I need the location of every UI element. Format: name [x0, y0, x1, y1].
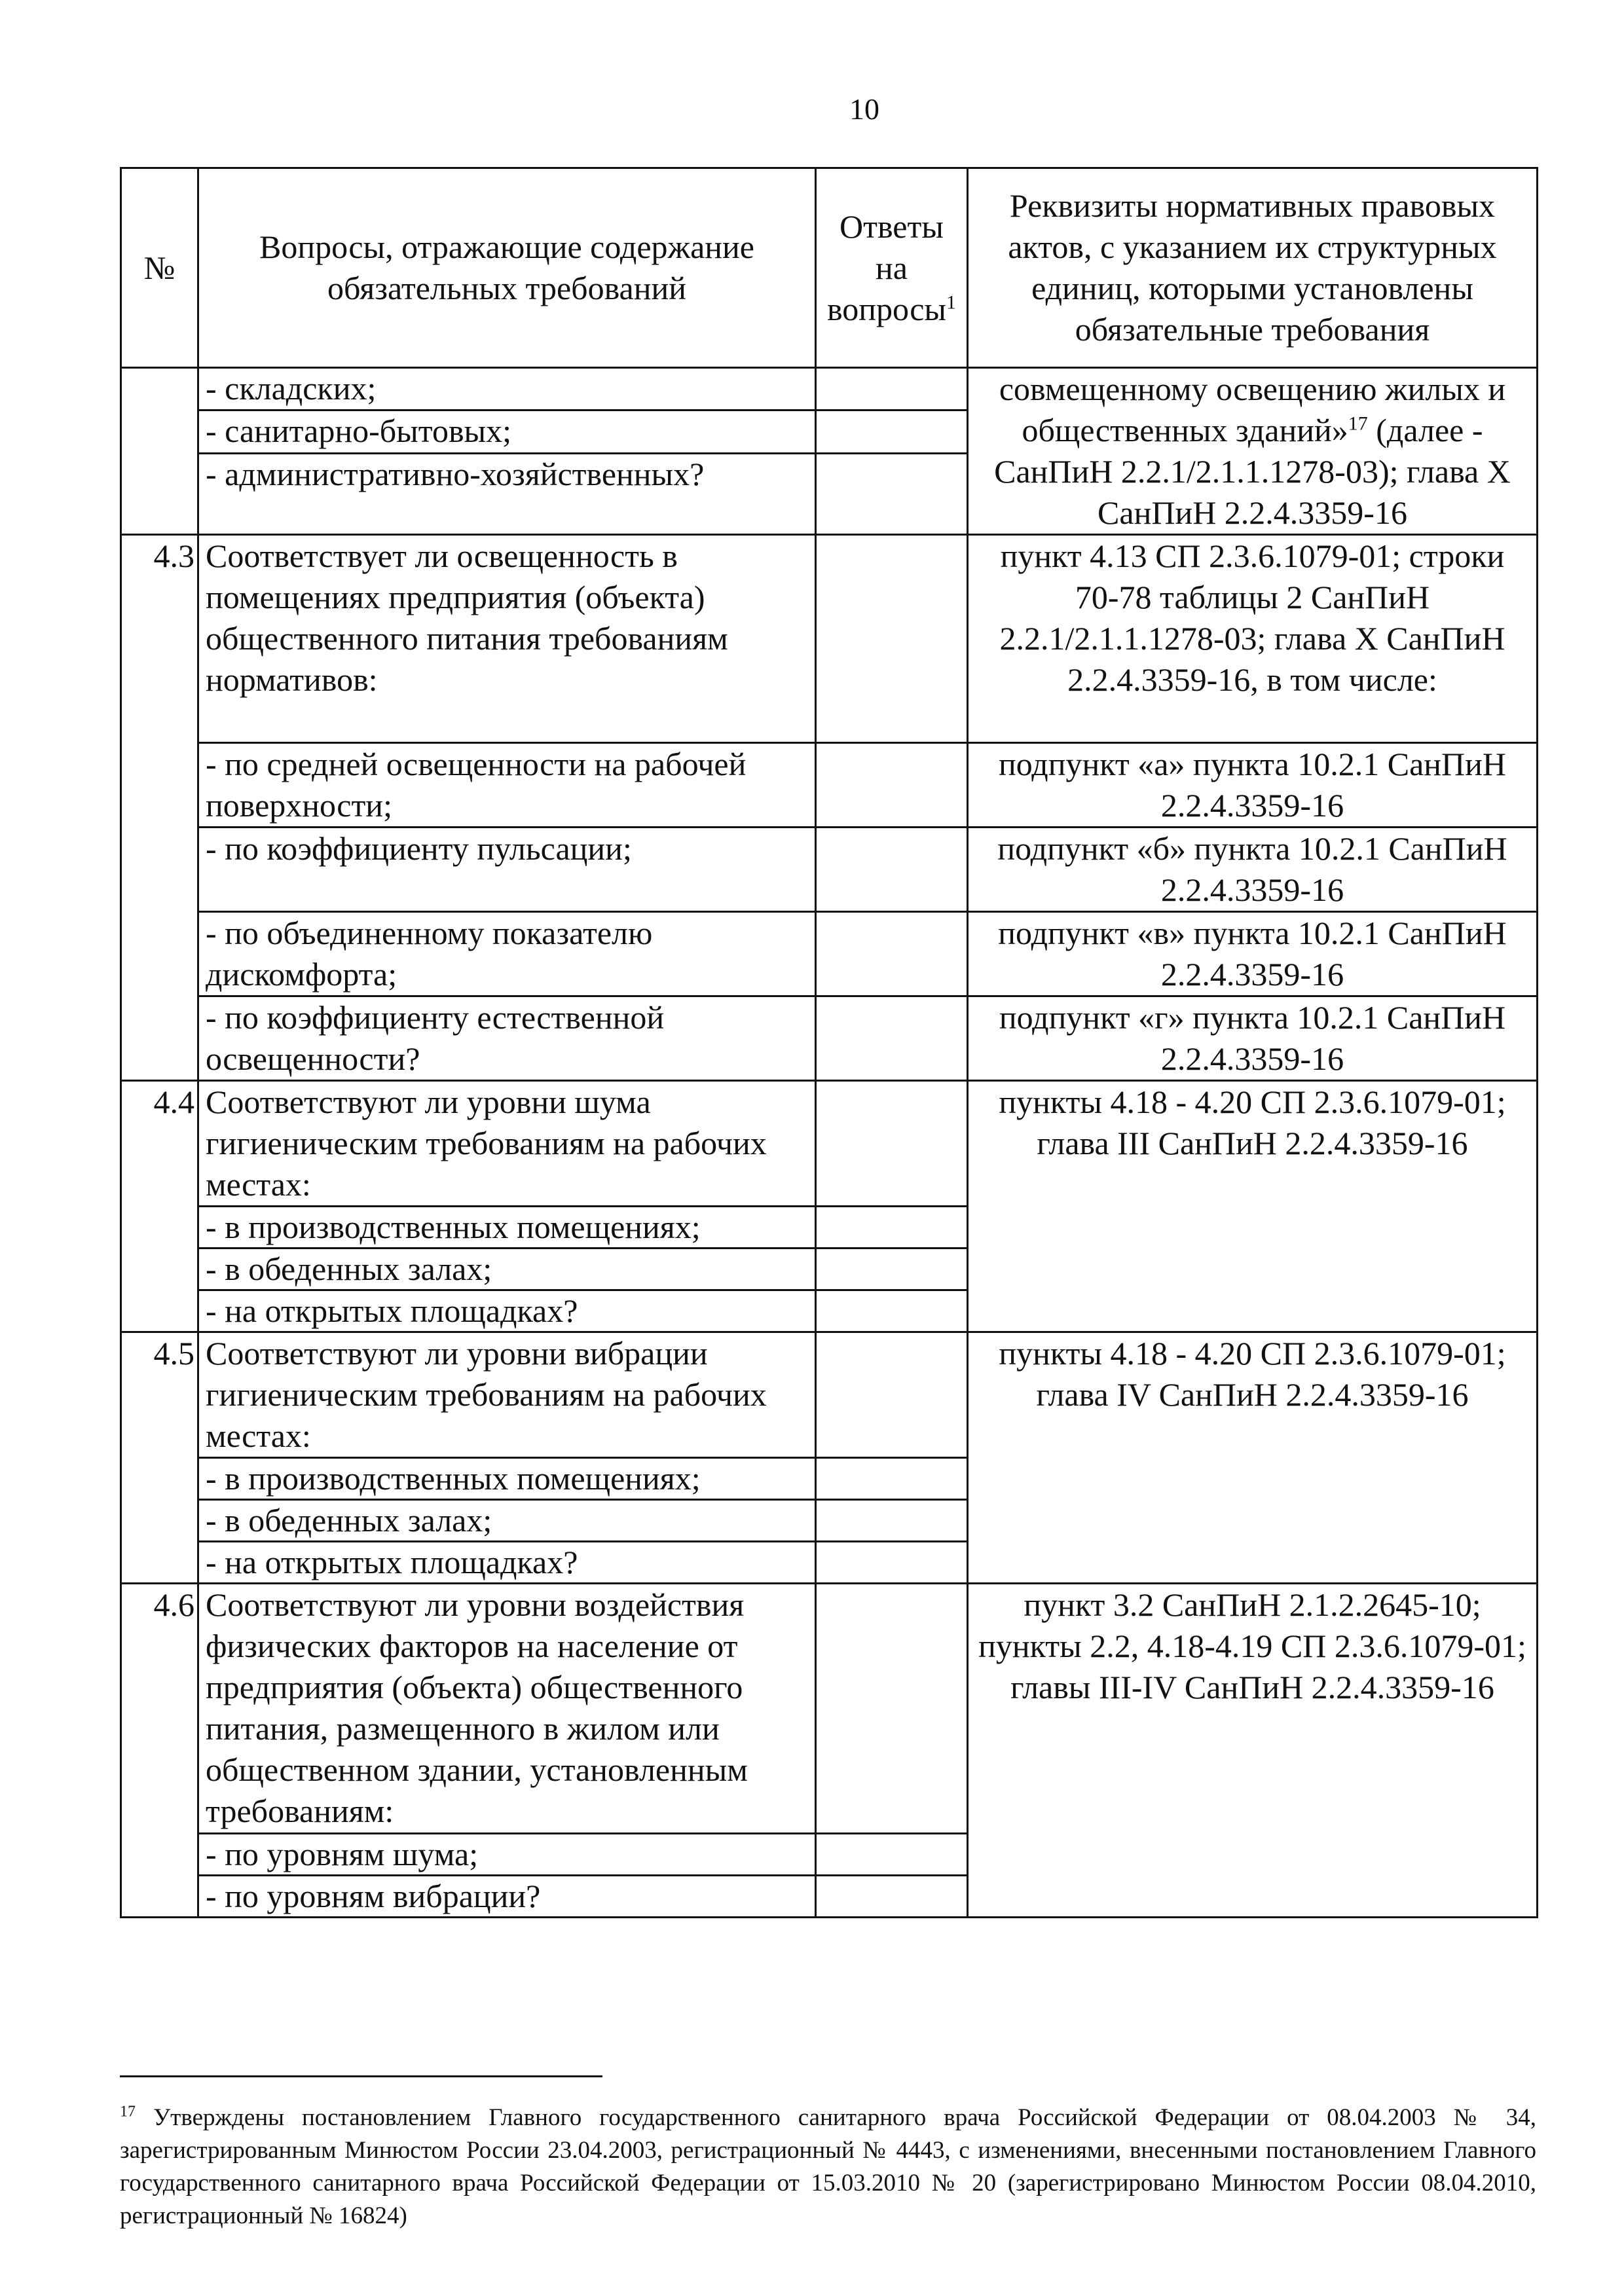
answer-cell[interactable]	[816, 1332, 968, 1458]
requirements-table	[120, 167, 1538, 1918]
table-row	[121, 1081, 1538, 1207]
table-row	[121, 996, 1538, 1081]
question-cell: - по коэффициенту естественной освещенности?	[198, 996, 816, 1081]
header-questions: Вопросы, отражающие содержание обязательных требований	[198, 168, 816, 368]
table-header-row	[121, 168, 1538, 368]
row-num: 4.4	[121, 1081, 198, 1332]
header-num: №	[121, 168, 198, 368]
answer-cell[interactable]	[816, 454, 968, 535]
requisites-cell: пункты 4.18 - 4.20 СП 2.3.6.1079-01; глава III СанПиН 2.2.4.3359-16	[968, 1081, 1538, 1332]
question-cell: - административно-хозяйственных?	[198, 454, 816, 535]
answer-cell[interactable]	[816, 410, 968, 454]
footnote-divider	[120, 2075, 602, 2077]
answer-cell[interactable]	[816, 743, 968, 828]
table-row	[121, 743, 1538, 828]
row-num: 4.5	[121, 1332, 198, 1584]
header-answers-text: Ответы на вопросы	[826, 208, 947, 327]
answer-cell[interactable]	[816, 1248, 968, 1290]
ref-text-a: совмещенному освещению жилых и общественных зданий»	[999, 371, 1506, 448]
question-cell: - на открытых площадках?	[198, 1542, 816, 1584]
answer-cell[interactable]	[816, 828, 968, 912]
table-row	[121, 828, 1538, 912]
answer-cell[interactable]	[816, 1458, 968, 1500]
question-cell: - санитарно-бытовых;	[198, 410, 816, 454]
requisites-cell: подпункт «а» пункта 10.2.1 СанПиН 2.2.4.3359-16	[968, 743, 1538, 828]
requisites-cell: подпункт «г» пункта 10.2.1 СанПиН 2.2.4.3359-16	[968, 996, 1538, 1081]
question-cell: - по средней освещенности на рабочей поверхности;	[198, 743, 816, 828]
answer-cell[interactable]	[816, 912, 968, 996]
question-cell: - в обеденных залах;	[198, 1500, 816, 1542]
answer-cell[interactable]	[816, 1290, 968, 1332]
answer-cell[interactable]	[816, 1207, 968, 1248]
footnote-ref-17: 17	[1348, 412, 1368, 435]
answer-cell[interactable]	[816, 996, 968, 1081]
answer-cell[interactable]	[816, 1584, 968, 1834]
footnote-ref-1: 1	[946, 291, 957, 313]
requisites-cell: пункт 4.13 СП 2.3.6.1079-01; строки 70-78 таблицы 2 СанПиН 2.2.1/2.1.1.1278-03; глава X СанПиН 2.2.4.3359-16, в том числе:	[968, 535, 1538, 743]
answer-cell[interactable]	[816, 1500, 968, 1542]
question-cell: - по уровням вибрации?	[198, 1876, 816, 1918]
table-row	[121, 1332, 1538, 1458]
question-cell: - на открытых площадках?	[198, 1290, 816, 1332]
question-cell: - по уровням шума;	[198, 1834, 816, 1876]
footnote-mark: 17	[120, 2103, 136, 2121]
question-cell: Соответствуют ли уровни воздействия физических факторов на население от предприятия (объекта) общественного питания, размещенного в жилом или общественном здании, установленным требованиям:	[198, 1584, 816, 1834]
question-cell: - по объединенному показателю дискомфорта;	[198, 912, 816, 996]
ref-text-b: (далее - СанПиН 2.2.1/2.1.1.1278-03); глава X СанПиН 2.2.4.3359-16	[994, 412, 1511, 531]
question-cell: - в производственных помещениях;	[198, 1458, 816, 1500]
table-row	[121, 368, 1538, 410]
answer-cell[interactable]	[816, 1081, 968, 1207]
table-row	[121, 912, 1538, 996]
answer-cell[interactable]	[816, 1542, 968, 1584]
row-num: 4.6	[121, 1584, 198, 1918]
row-num: 4.3	[121, 535, 198, 1081]
question-cell: Соответствуют ли уровни вибрации гигиеническим требованиям на рабочих местах:	[198, 1332, 816, 1458]
question-cell: - в производственных помещениях;	[198, 1207, 816, 1248]
table-row	[121, 1584, 1538, 1834]
question-cell: Соответствуют ли уровни шума гигиеническим требованиям на рабочих местах:	[198, 1081, 816, 1207]
question-cell: - в обеденных залах;	[198, 1248, 816, 1290]
answer-cell[interactable]	[816, 535, 968, 743]
header-answers	[816, 168, 968, 368]
page-number: 10	[849, 92, 879, 126]
requisites-cell: пункт 3.2 СанПиН 2.1.2.2645-10; пункты 2.2, 4.18-4.19 СП 2.3.6.1079-01; главы III-IV СанПиН 2.2.4.3359-16	[968, 1584, 1538, 1918]
row-num	[121, 368, 198, 535]
requisites-cell: подпункт «в» пункта 10.2.1 СанПиН 2.2.4.3359-16	[968, 912, 1538, 996]
answer-cell[interactable]	[816, 1834, 968, 1876]
question-cell: Соответствует ли освещенность в помещениях предприятия (объекта) общественного питания требованиям нормативов:	[198, 535, 816, 743]
question-cell: - по коэффициенту пульсации;	[198, 828, 816, 912]
footnote-text: Утверждены постановлением Главного государственного санитарного врача Российской Федерации от 08.04.2003 № 34, зарегистрированным Минюстом России 23.04.2003, регистрационный № 4443, с изменениями, внесенными постановлением Главного государственного санитарного врача Российской Федерации от 15.03.2010 № 20 (зарегистрировано Минюстом России 08.04.2010, регистрационный № 16824)	[120, 2104, 1536, 2229]
footnote	[120, 2102, 1536, 2232]
requisites-cell: пункты 4.18 - 4.20 СП 2.3.6.1079-01; глава IV СанПиН 2.2.4.3359-16	[968, 1332, 1538, 1584]
header-requisites: Реквизиты нормативных правовых актов, с указанием их структурных единиц, которыми установлены обязательные требования	[968, 168, 1538, 368]
requisites-cell	[968, 368, 1538, 535]
answer-cell[interactable]	[816, 1876, 968, 1918]
question-cell: - складских;	[198, 368, 816, 410]
answer-cell[interactable]	[816, 368, 968, 410]
requisites-cell: подпункт «б» пункта 10.2.1 СанПиН 2.2.4.3359-16	[968, 828, 1538, 912]
table-row	[121, 535, 1538, 743]
